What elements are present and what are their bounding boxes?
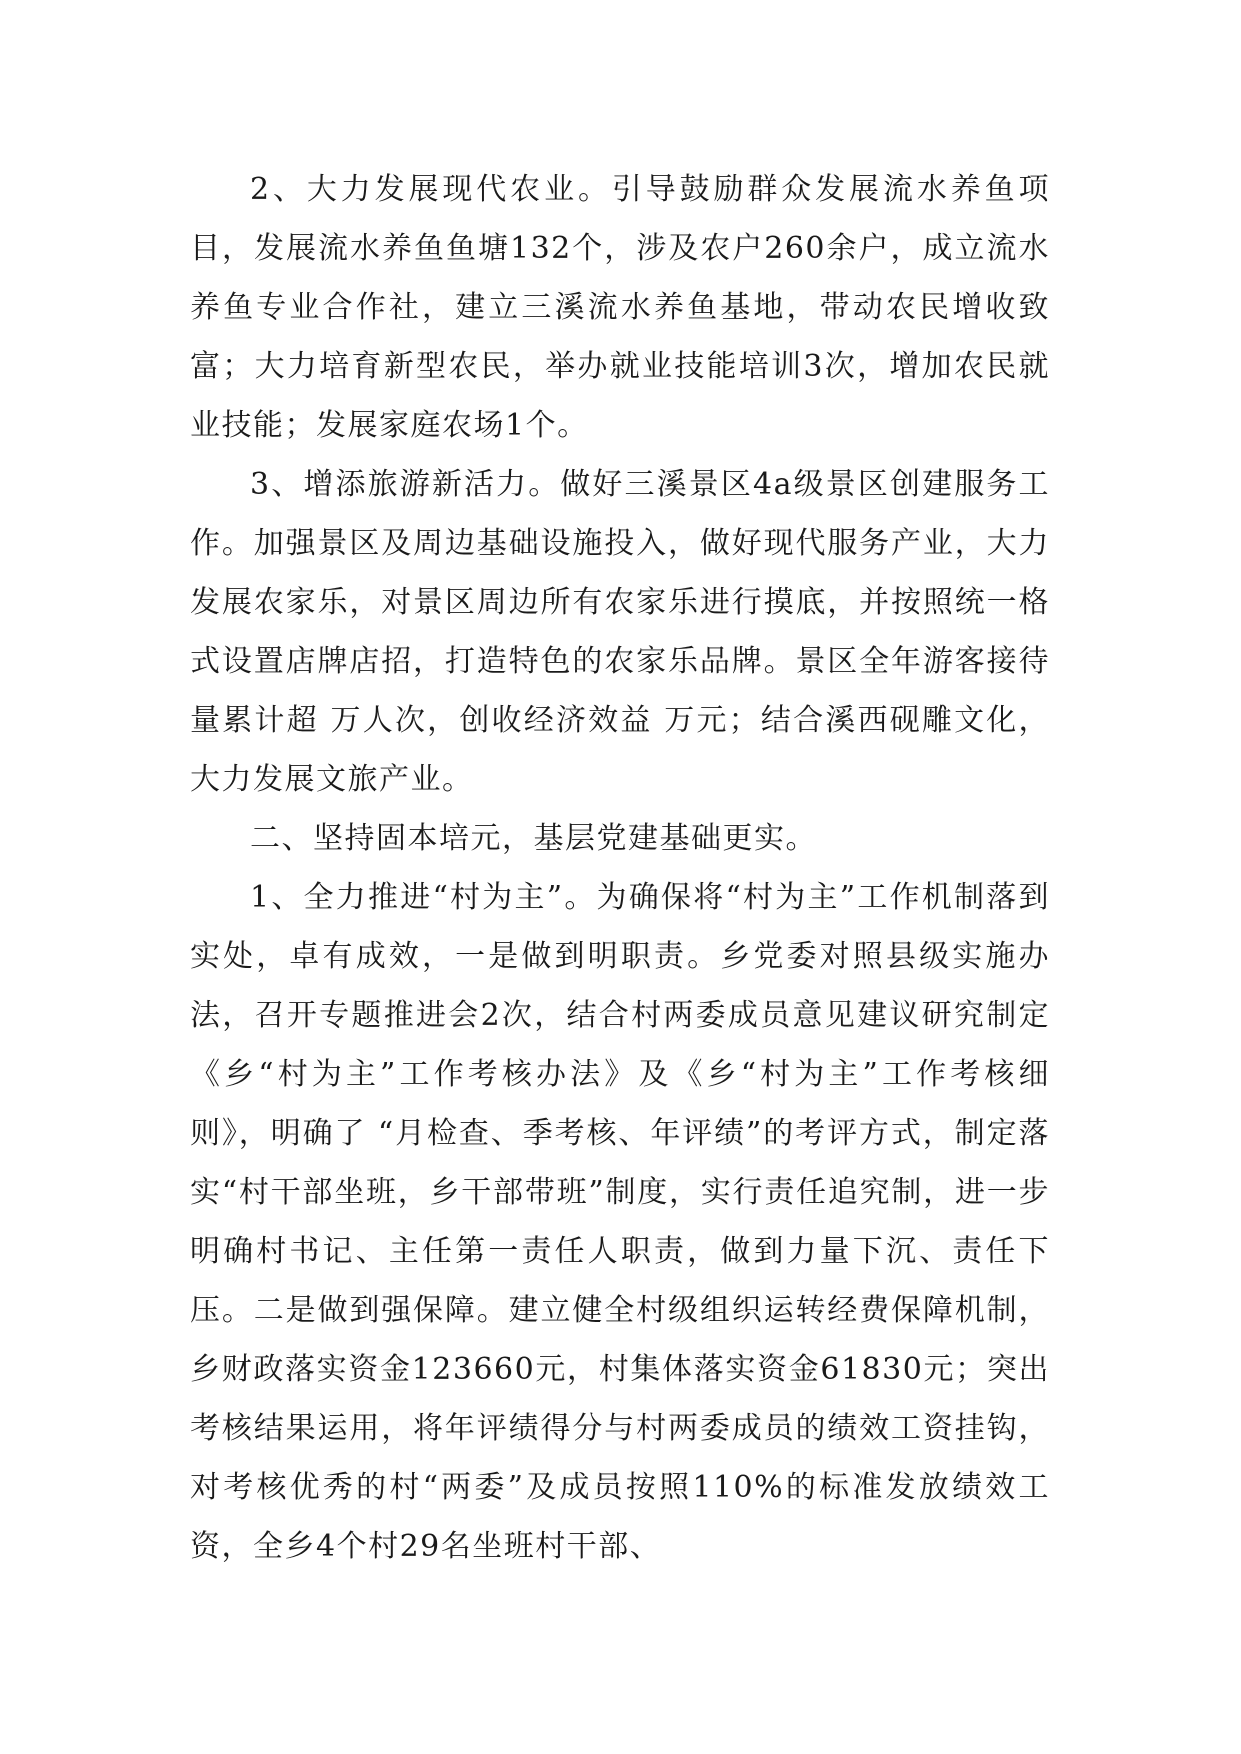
paragraph-village-mechanism: 1、全力推进“村为主”。为确保将“村为主”工作机制落到实处，卓有成效，一是做到明职责。乡党委对照县级实施办法，召开专题推进会2次，结合村两委成员意见建议研究制定《乡“村为主”工作考核办法》及《乡“村为主”工作考核细则》，明确了 “月检查、季考核、年评绩”的考评方式，制定落实“村干部坐班，乡干部带班”制度，实行责任追究制，进一步明确村书记、主任第一责任人职责，做到力量下沉、责任下压。二是做到强保障。建立健全村级组织运转经费保障机制，乡财政落实资金123660元，村集体落实资金61830元；突出考核结果运用，将年评绩得分与村两委成员的绩效工资挂钩，对考核优秀的村“两委”及成员按照110%的标准发放绩效工资，全乡4个村29名坐班村干部、 [190, 880, 1050, 1564]
paragraph-agriculture: 2、大力发展现代农业。引导鼓励群众发展流水养鱼项目，发展流水养鱼鱼塘132个，涉及农户260余户，成立流水养鱼专业合作社，建立三溪流水养鱼基地，带动农民增收致富；大力培育新型农民，举办就业技能培训3次，增加农民就业技能；发展家庭农场1个。 [190, 172, 1050, 443]
paragraph-tourism: 3、增添旅游新活力。做好三溪景区4a级景区创建服务工作。加强景区及周边基础设施投入，做好现代服务产业，大力发展农家乐，对景区周边所有农家乐进行摸底，并按照统一格式设置店牌店招，打造特色的农家乐品牌。景区全年游客接待量累计超 万人次，创收经济效益 万元；结合溪西砚雕文化，大力发展文旅产业。 [190, 467, 1050, 797]
document-body [190, 160, 1050, 1576]
section-heading-party-building: 二、坚持固本培元，基层党建基础更实。 [250, 821, 817, 856]
